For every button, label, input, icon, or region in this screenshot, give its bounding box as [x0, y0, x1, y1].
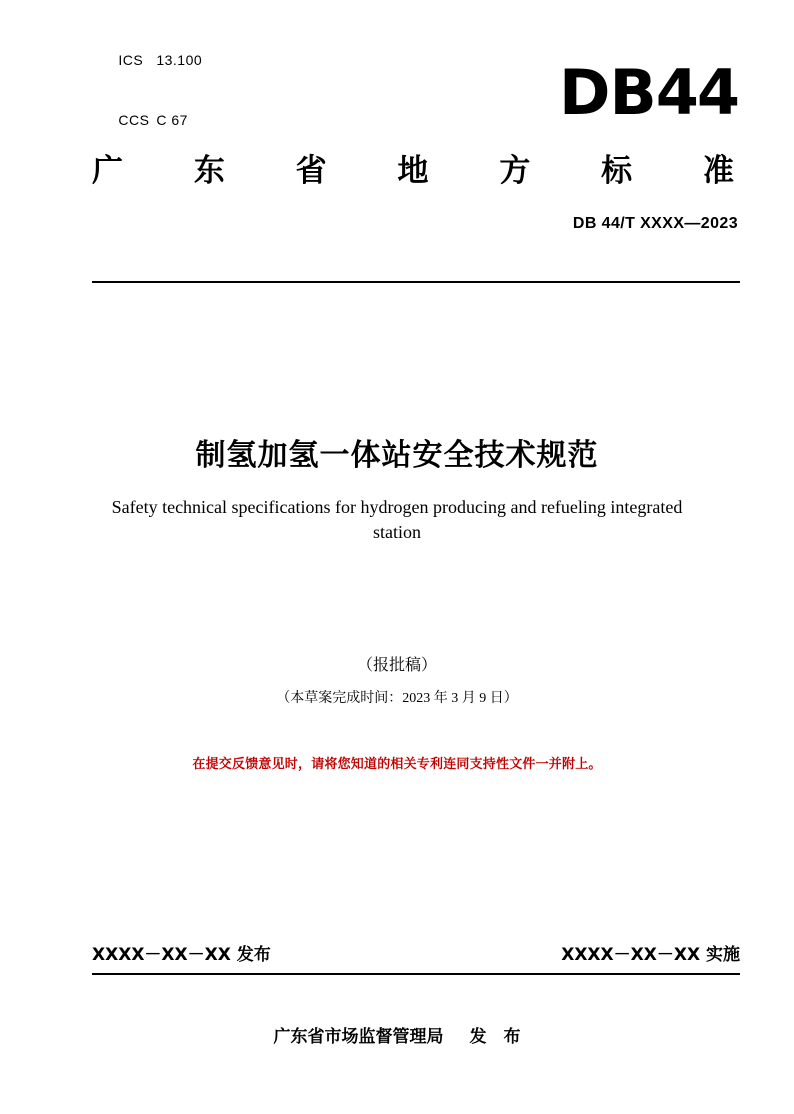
document-title-english [97, 495, 697, 545]
ics-line [92, 30, 202, 90]
db44-logo-prefix: DB [558, 56, 656, 129]
issuing-authority: 广东省市场监督管理局 [273, 1027, 444, 1047]
ccs-line [92, 90, 202, 150]
province-title-char-0: 广 [92, 153, 123, 189]
province-title-char-2: 省 [295, 153, 327, 189]
draft-completion-date: （本草案完成时间：2023 年 3 月 9 日） [276, 691, 518, 706]
document-title-english-line1: Safety technical specifications for hydrogen producing and refueling integrated [111, 497, 683, 517]
ics-label: ICS [118, 52, 144, 68]
province-title-char-3: 地 [397, 153, 429, 189]
ics-value: 13.100 [156, 52, 203, 68]
document-title-english-line2: station [373, 522, 421, 542]
province-title-char-5: 标 [601, 153, 633, 189]
patent-notice: 在提交反馈意见时，请将您知道的相关专利连同支持性文件一并附上。 [192, 757, 602, 772]
db44-logo [558, 56, 738, 129]
ics-ccs-block [92, 30, 202, 150]
issue-action-label: 发 布 [469, 1027, 521, 1047]
province-title-char-1: 东 [193, 153, 225, 189]
ccs-value: C 67 [156, 112, 188, 128]
issuing-authority-row [0, 1022, 794, 1047]
db44-logo-number: 44 [655, 56, 738, 129]
implement-date: XXXX－XX－XX 实施 [561, 945, 740, 965]
divider-top [92, 281, 740, 283]
province-title-char-4: 方 [499, 153, 531, 189]
draft-stage: （报批稿） [356, 657, 437, 674]
publish-implement-row [92, 940, 740, 965]
ccs-label: CCS [118, 112, 150, 128]
province-standard-title [92, 145, 740, 190]
divider-bottom [92, 973, 740, 975]
publish-date: XXXX－XX－XX 发布 [92, 945, 271, 965]
standard-number: DB 44/T XXXX—2023 [572, 215, 738, 232]
document-title-chinese: 制氢加氢一体站安全技术规范 [195, 438, 599, 473]
province-title-char-6: 准 [702, 153, 734, 189]
